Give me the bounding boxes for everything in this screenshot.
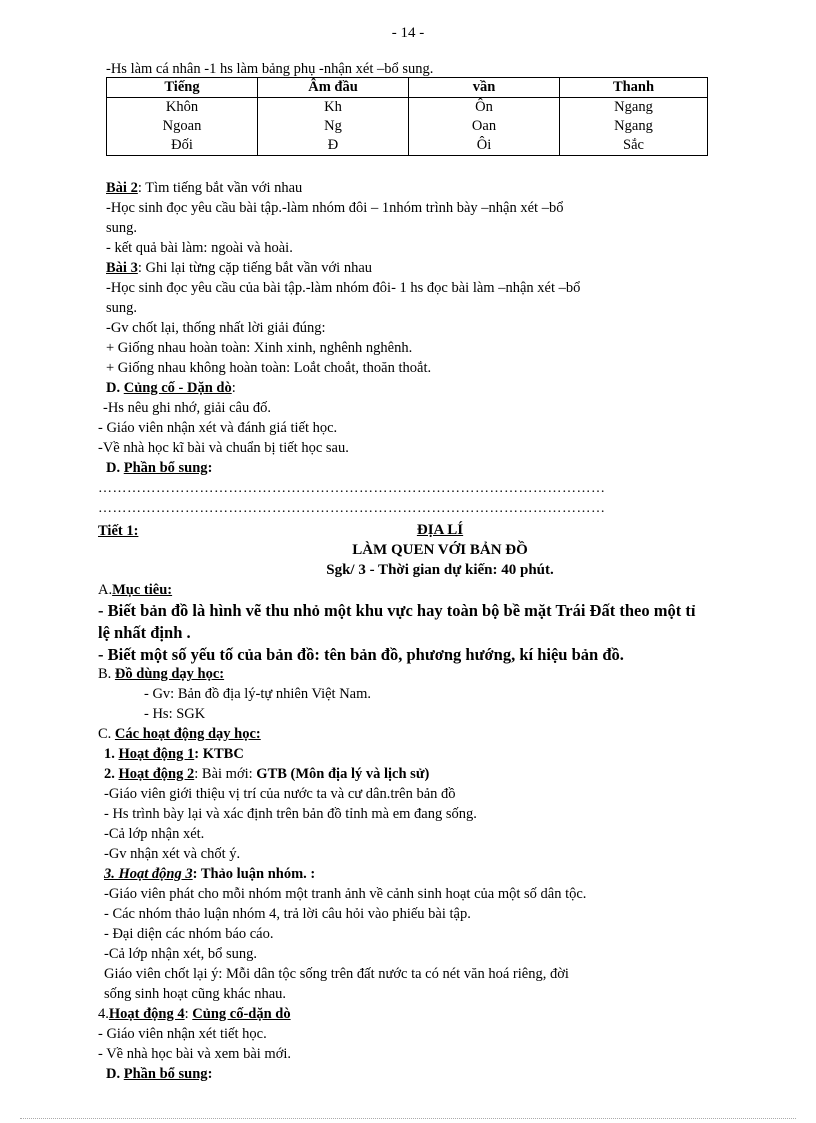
bai3-label: Bài 3 [106,260,138,276]
section-d-heading [106,378,236,398]
section-prefix: B. [98,666,115,682]
section-prefix: C. [98,726,115,742]
intro-line: -Hs làm cá nhân -1 hs làm bảng phụ -nhận xét –bổ sung. [106,61,434,77]
bai3-line: sung. [106,300,138,316]
section-b-line: - Hs: SGK [144,706,206,722]
hd2-line: -Giáo viên giới thiệu vị trí của nước ta và cư dân.trên bản đồ [104,786,456,802]
hd2-heading [104,764,429,784]
table-cell: Ngoan [107,117,258,136]
table-cell: Sắc [560,136,708,156]
section-title: Củng cố - Dặn dò [123,380,232,396]
phan-bo-sung-heading [106,458,212,478]
hd3-heading [104,864,315,884]
section-d-line: -Về nhà học kĩ bài và chuẩn bị tiết học sau. [98,440,349,456]
section-suffix: : [207,1066,213,1082]
subject-title: ĐỊA LÍ [416,522,464,538]
objective-line: lệ nhất định . [98,623,191,642]
table-cell: Khôn [107,98,258,118]
hd-rest: : Thảo luận nhóm. : [192,866,316,882]
table-cell: Oan [409,117,560,136]
bai2-line: -Học sinh đọc yêu cầu bài tập.-làm nhóm đôi – 1nhóm trình bày –nhận xét –bổ [106,200,564,216]
table-cell: Đ [258,136,409,156]
bai3-line: -Học sinh đọc yêu cầu của bài tập.-làm nhóm đôi- 1 hs đọc bài làm –nhận xét –bổ [106,280,581,296]
section-c-heading [98,724,261,744]
bai3-line: + Giống nhau hoàn toàn: Xinh xinh, nghênh nghênh. [106,340,413,356]
table-cell: Ôi [409,136,560,156]
page-number: - 14 - [391,25,425,41]
objective-line: - Biết bản đồ là hình vẽ thu nhỏ một khu vực hay toàn bộ bề mặt Trái Đất theo một tỉ [98,601,696,620]
hd-title: 3. Hoạt động 3 [104,866,193,882]
table-cell: Ng [258,117,409,136]
tiet-label: Tiết 1: [98,523,139,539]
section-b-heading [98,664,224,684]
hd3-line: Giáo viên chốt lại ý: Mỗi dân tộc sống trên đất nước ta có nét văn hoá riêng, đời [104,966,569,982]
phan-bo-sung-heading [106,1064,212,1084]
hd-title: Hoạt động 1 [118,746,195,762]
hd3-line: -Giáo viên phát cho mỗi nhóm một tranh ảnh về cảnh sinh hoạt của một số dân tộc. [104,886,587,902]
hd-mid: : [184,1006,193,1022]
table-cell: Kh [258,98,409,118]
hd-bold: GTB (Môn địa lý và lịch sử) [256,766,430,782]
hd2-line: -Gv nhận xét và chốt ý. [104,846,241,862]
hd4-line: - Về nhà học bài và xem bài mới. [98,1046,292,1062]
table-row [107,98,708,118]
bai2-line: - kết quả bài làm: ngoài và hoài. [106,240,293,256]
hd3-line: - Các nhóm thảo luận nhóm 4, trả lời câu hỏi vào phiếu bài tập. [104,906,471,922]
page-footer-rule [20,1118,796,1119]
table-row [107,117,708,136]
section-suffix: : [231,380,236,396]
section-title: Mục tiêu: [112,582,173,598]
table-header: Âm đầu [258,78,409,98]
bai3-line: + Giống nhau không hoàn toàn: Loắt choắt, thoăn thoắt. [106,360,432,376]
section-title: Phần bổ sung [123,1066,208,1082]
section-title: Các hoạt động dạy học: [114,726,261,742]
section-title: Đồ dùng dạy học: [114,666,225,682]
section-prefix: D. [106,460,124,476]
section-title: Phần bổ sung [123,460,208,476]
bai3-heading [106,258,372,278]
hd-mid: : Bài mới: [194,766,257,782]
hd1-heading [104,744,244,764]
section-suffix: : [207,460,213,476]
bai3-line: -Gv chốt lại, thống nhất lời giải đúng: [106,320,326,336]
bai2-label: Bài 2 [106,180,138,196]
table-cell: Ngang [560,98,708,118]
table-header-row [107,78,708,98]
objective-line: - Biết một số yếu tố của bản đồ: tên bản đồ, phương hướng, kí hiệu bản đồ. [98,645,624,664]
lesson-subtitle: Sgk/ 3 - Thời gian dự kiến: 40 phút. [326,562,554,578]
table-cell: Đối [107,136,258,156]
bai2-heading [106,178,302,198]
hd4-line: - Giáo viên nhận xét tiết học. [98,1026,267,1042]
hd4-heading [98,1004,291,1024]
bai2-line: sung. [106,220,138,236]
table-header: vần [409,78,560,98]
section-a-heading [98,580,172,600]
section-d-line: -Hs nêu ghi nhớ, giải câu đố. [103,400,271,416]
hd-title: Củng cố-dặn dò [192,1006,291,1022]
hd-title: Hoạt động 4 [108,1006,185,1022]
dots-line: …………………………………………………………………………………………… [98,501,606,516]
bai3-text: : Ghi lại từng cặp tiếng bắt vần với nhau [137,260,373,276]
table-row [107,136,708,156]
lesson-title: LÀM QUEN VỚI BẢN ĐỒ [352,542,528,558]
hd-title: Hoạt động 2 [118,766,195,782]
section-prefix: A. [98,582,113,598]
table-cell: Ngang [560,117,708,136]
hd-rest: : KTBC [194,746,244,762]
section-prefix: D. [106,380,124,396]
hd3-line: -Cả lớp nhận xét, bổ sung. [104,946,258,962]
section-prefix: D. [106,1066,124,1082]
table-header: Tiếng [107,78,258,98]
bai2-text: : Tìm tiếng bắt vần với nhau [137,180,303,196]
table-cell: Ôn [409,98,560,118]
hd3-line: - Đại diện các nhóm báo cáo. [104,926,274,942]
hd2-line: -Cả lớp nhận xét. [104,826,205,842]
dots-line: …………………………………………………………………………………………… [98,481,606,496]
hd3-line: sống sinh hoạt cũng khác nhau. [104,986,287,1002]
hd2-line: - Hs trình bày lại và xác định trên bản đồ tỉnh mà em đang sống. [104,806,477,822]
hd-prefix: 1. [104,746,119,762]
hd-prefix: 4. [98,1006,109,1022]
table-header: Thanh [560,78,708,98]
phonetics-table [106,77,708,156]
section-b-line: - Gv: Bản đồ địa lý-tự nhiên Việt Nam. [144,686,372,702]
section-d-line: - Giáo viên nhận xét và đánh giá tiết học. [98,420,338,436]
hd-prefix: 2. [104,766,119,782]
